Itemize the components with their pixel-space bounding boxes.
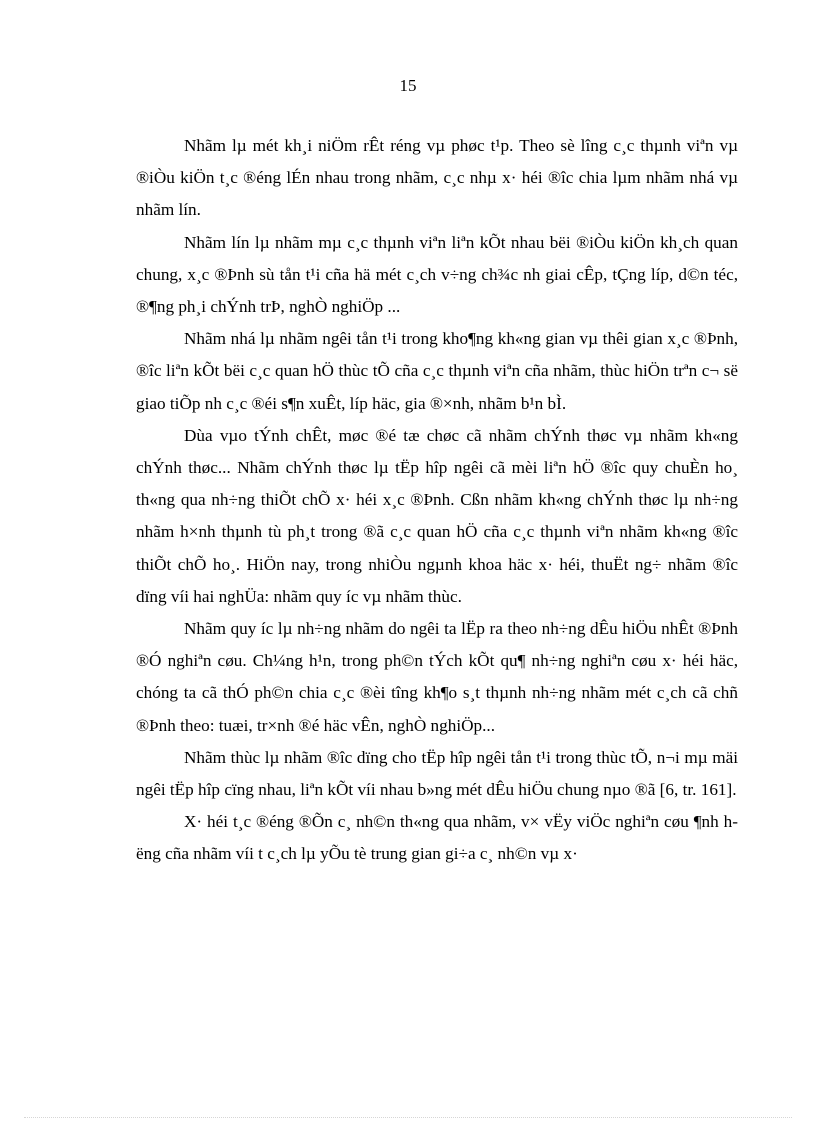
paragraph-small-group: Nhãm nhá lµ nhãm ngêi tån t¹i trong kho¶ng kh«ng gian vµ thêi gian x¸c ®Þnh, ®îc liªn kÕt bëi c¸c quan hÖ thùc tÕ cña c¸c thµnh viªn cña nhãm, thùc hiÖn trªn c¬ së giao tiÕp nh c¸c ®éi s¶n xuÊt, líp häc, gia ®×nh, nhãm b¹n bÌ. bbox=[136, 329, 738, 413]
page-bottom-divider bbox=[24, 1117, 792, 1118]
paragraph-society-influence: X· héi t¸c ®éng ®Õn c¸ nh©n th«ng qua nhãm, v× vËy viÖc nghiªn cøu ¶nh hëng cña nhãm víi t c¸ch lµ yÕu tè trung gian gi÷a c¸ nh©n vµ x· bbox=[136, 812, 738, 864]
paragraph-formal-informal-group: Dùa vµo tÝnh chÊt, møc ®é tæ chøc cã nhãm chÝnh thøc vµ nhãm kh«ng chÝnh thøc... Nhãm chÝnh thøc lµ tËp hîp ngêi cã mèi liªn hÖ ®îc quy chuÈn ho¸ th«ng qua nh÷ng thiÕt chÕ x· héi x¸c ®Þnh. Cßn nhãm kh«ng chÝnh thøc lµ nh÷ng nhãm h×nh thµnh tù ph¸t trong ®ã c¸c quan hÖ cña c¸c thµnh viªn nhãm kh«ng ®îc thiÕt chÕ ho¸. HiÖn nay, trong nhiÒu ngµnh khoa häc x· héi, thuËt ng÷ nhãm ®îc dïng víi hai nghÜa: nhãm quy íc vµ nhãm thùc. bbox=[136, 425, 738, 606]
paragraph-groups-overview: Nhãm lµ mét kh¸i niÖm rÊt réng vµ phøc t¹p. Theo sè lîng c¸c thµnh viªn vµ ®iÒu kiÖn t¸c ®éng lÉn nhau trong nhãm, c¸c nhµ x· héi ®îc chia lµm nhãm nhá vµ nhãm lín. bbox=[136, 136, 738, 220]
paragraph-conventional-group: Nhãm quy íc lµ nh÷ng nhãm do ngêi ta lËp ra theo nh÷ng dÊu hiÖu nhÊt ®Þnh ®Ó nghiªn cøu. Ch¼ng h¹n, trong ph©n tÝch kÕt qu¶ nh÷ng nghiªn cøu x· héi häc, chóng ta cã thÓ ph©n chia c¸c ®èi tîng kh¶o s¸t thµnh nh÷ng nhãm mét c¸ch cã chñ ®Þnh theo: tuæi, tr×nh ®é häc vÊn, nghÒ nghiÖp... bbox=[136, 619, 738, 735]
page-number: 15 bbox=[399, 76, 417, 95]
body-text bbox=[136, 130, 738, 871]
paragraph-real-group: Nhãm thùc lµ nhãm ®îc dïng cho tËp hîp ngêi tån t¹i trong thùc tÕ, n¬i mµ mäi ngêi tËp hîp cïng nhau, liªn kÕt víi nhau b»ng mét dÊu hiÖu chung nµo ®ã [6, tr. 161]. bbox=[136, 747, 738, 800]
paragraph-large-group: Nhãm lín lµ nhãm mµ c¸c thµnh viªn liªn kÕt nhau bëi ®iÒu kiÖn kh¸ch quan chung, x¸c ®Þnh sù tån t¹i cña hä mét c¸ch v÷ng ch¾c nh giai cÊp, tÇng líp, d©n téc, ®¶ng ph¸i chÝnh trÞ, nghÒ nghiÖp ... bbox=[136, 232, 738, 317]
